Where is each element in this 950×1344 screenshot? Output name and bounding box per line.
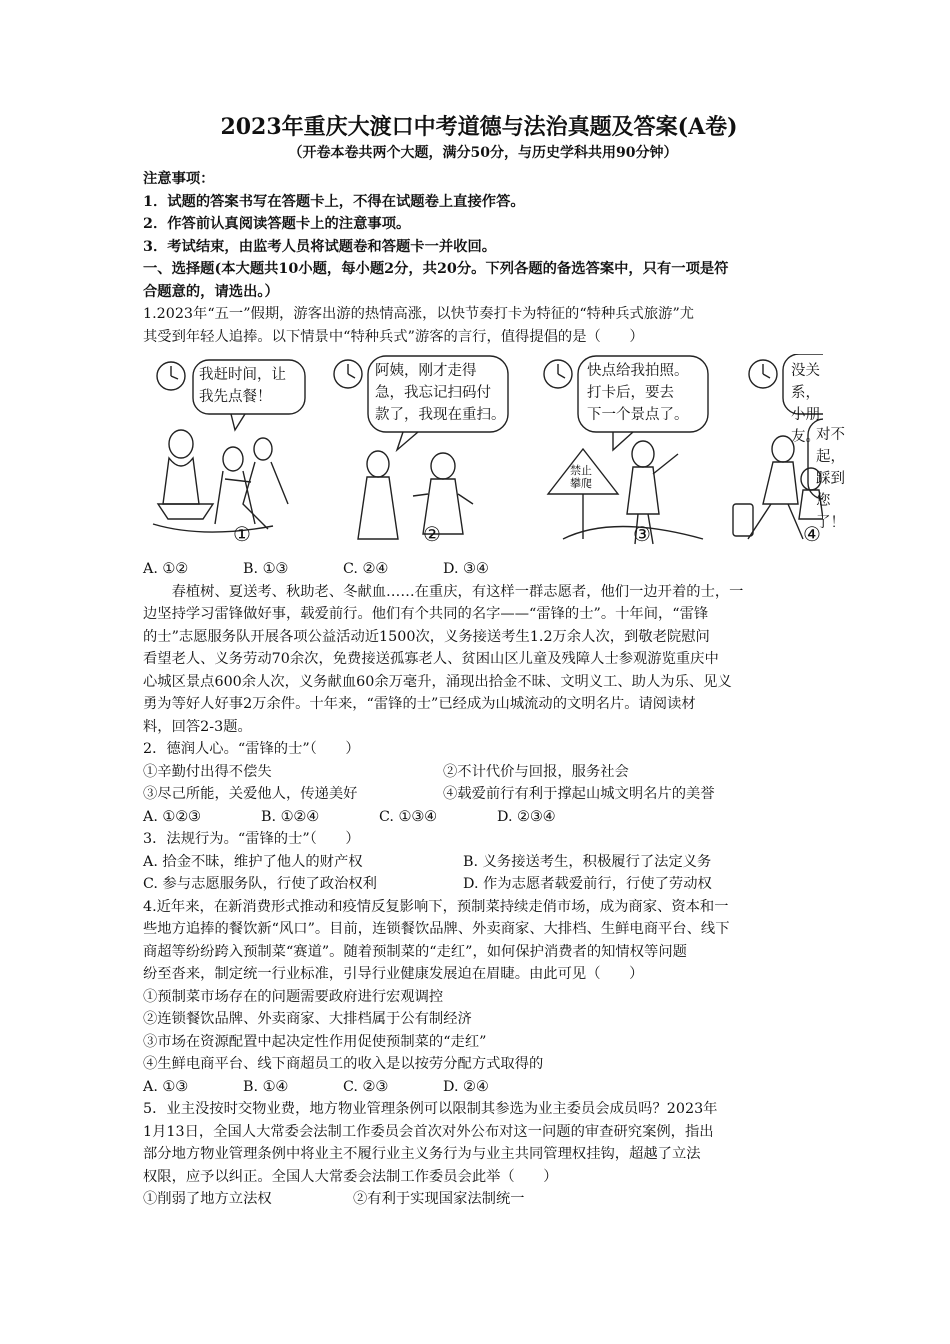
question-3-options (143, 873, 823, 896)
question-4-stem: 4.近年来，在新消费形式推动和疫情反复影响下，预制菜持续走俏市场，成为商家、资本和一 (143, 898, 729, 915)
clock-icon (157, 362, 185, 390)
question-5-stem: 5．业主没按时交物业费，地方物业管理条例可以限制其参选为业主委员会成员吗？2023年 (143, 1101, 718, 1117)
question-1-stem-cont: 其受到年轻人追捧。以下情景中“特种兵式”游客的言行，值得提倡的是（ ） (143, 328, 644, 345)
material-line: 春植树、夏送考、秋助老、冬献血……在重庆，有这样一群志愿者，他们一边开着的士，一 (171, 583, 744, 600)
question-5-statements (143, 1188, 823, 1211)
notice-item: 2．作答前认真阅读答题卡上的注意事项。 (143, 216, 411, 232)
option-d: D. 作为志愿者载爱前行，行使了劳动权 (463, 876, 712, 892)
question-5-stem: 权限，应予以纠正。全国人大常委会法制工作委员会此举（ ） (143, 1168, 558, 1185)
option-a: A. ①② (143, 561, 189, 577)
question-5-stem: 1月13日，全国人大常委会法制工作委员会首次对外公布对这一问题的审查研究案例，指出 (143, 1123, 714, 1140)
option-d: D. ②③④ (497, 808, 556, 825)
option-a: A. ①②③ (143, 808, 201, 825)
exam-title: 2023年重庆大渡口中考道德与法治真题及答案(A卷) (220, 114, 738, 140)
speech-bubble-1: 我赶时间，让 我先点餐！ (199, 367, 286, 405)
statement-2: ②有利于实现国家法制统一 (353, 1191, 525, 1207)
question-3-options (143, 851, 823, 874)
no-climbing-sign: 禁止 攀爬 (570, 464, 592, 490)
option-b: B. 义务接送考生，积极履行了法定义务 (463, 853, 712, 870)
statement-1: ①削弱了地方立法权 (143, 1191, 272, 1207)
question-1-options (143, 558, 823, 581)
option-b: B. ①③ (243, 561, 289, 577)
clock-icon (334, 360, 362, 388)
panel-label-1: ① (233, 522, 251, 546)
panel-label-4: ④ (803, 522, 821, 546)
notice-item: 3．考试结束，由监考人员将试题卷和答题卡一并收回。 (143, 238, 497, 255)
panel-label-2: ② (423, 522, 441, 546)
option-a: A. 拾金不昧，维护了他人的财产权 (143, 853, 363, 870)
question-2-options (143, 806, 823, 829)
statement-1: ①预制菜市场存在的问题需要政府进行宏观调控 (143, 988, 444, 1005)
speech-bubble-3: 快点给我拍照。 打卡后，要去 下一个景点了。 (587, 363, 689, 423)
notice-item: 1．试题的答案书写在答题卡上，不得在试题卷上直接作答。 (143, 193, 525, 210)
clock-icon (544, 360, 572, 388)
material-line: 心城区景点600余人次，义务献血60余万毫升，涌现出拾金不昧、文明义工、助人为乐、见义 (143, 673, 732, 690)
option-b: B. ①②④ (261, 808, 320, 825)
material-line: 看望老人、义务劳动70余次，免费接送孤寡老人、贫困山区儿童及残障人士参观游览重庆中 (143, 651, 719, 667)
statement-1: ①辛勤付出得不偿失 (143, 763, 272, 780)
option-d: D. ③④ (443, 561, 489, 577)
material-line: 料，回答2-3题。 (143, 718, 252, 735)
question-2-statements (143, 783, 823, 806)
section-heading: 一、选择题(本大题共10小题，每小题2分，共20分。下列各题的备选答案中，只有一项是符 (143, 261, 729, 277)
section-heading-cont: 合题意的，请选出。） (143, 283, 279, 300)
material-line: 的士”志愿服务队开展各项公益活动近1500次，义务接送考生1.2万余人次，到敬老院慰问 (143, 628, 710, 645)
exam-page (143, 112, 845, 1211)
clock-icon (749, 360, 777, 388)
question-1-cartoon (143, 354, 845, 554)
option-d: D. ②④ (443, 1078, 489, 1095)
question-1-stem: 1.2023年“五一”假期，游客出游的热情高涨，以快节奏打卡为特征的“特种兵式旅游”尤 (143, 306, 695, 322)
question-5-stem: 部分地方物业管理条例中将业主不履行业主义务行为与业主共同管理权挂钩，超越了立法 (143, 1146, 701, 1162)
exam-subtitle: （开卷本卷共两个大题，满分50分，与历史学科共用90分钟） (288, 145, 678, 161)
option-c: C. ②④ (343, 561, 389, 577)
statement-3: ③尽己所能，关爱他人，传递美好 (143, 786, 358, 802)
question-4-stem: 纷至沓来，制定统一行业标准，引导行业健康发展迫在眉睫。由此可见（ ） (143, 966, 644, 982)
speech-bubble-4b: 对不起， 踩到您 了！ (816, 427, 845, 531)
question-4-options (143, 1076, 823, 1099)
notice-heading: 注意事项： (143, 171, 215, 187)
statement-4: ④生鲜电商平台、线下商超员工的收入是以按劳分配方式取得的 (143, 1056, 544, 1072)
speech-bubble-2: 阿姨，刚才走得 急，我忘记扫码付 款了，我现在重扫。 (375, 363, 506, 423)
question-4-stem: 商超等纷纷跨入预制菜“赛道”。随着预制菜的“走红”，如何保护消费者的知情权等问题 (143, 943, 687, 960)
question-2-stem: 2．德润人心。“雷锋的士”（ ） (143, 741, 360, 757)
speech-bubble-4a: 没关系， 小朋友。 (791, 363, 820, 445)
panel-label-3: ③ (633, 522, 651, 546)
question-2-statements (143, 761, 823, 784)
question-4-stem: 些地方追捧的餐饮新“风口”。目前，连锁餐饮品牌、外卖商家、大排档、生鲜电商平台、线下 (143, 921, 730, 937)
option-c: C. ②③ (343, 1078, 389, 1095)
material-line: 勇为等好人好事2万余件。十年来，“雷锋的士”已经成为山城流动的文明名片。请阅读材 (143, 696, 696, 712)
material-line: 边坚持学习雷锋做好事，载爱前行。他们有个共同的名字——“雷锋的士”。十年间，“雷锋 (143, 606, 709, 622)
statement-2: ②连锁餐饮品牌、外卖商家、大排档属于公有制经济 (143, 1011, 472, 1027)
option-b: B. ①④ (243, 1078, 289, 1095)
question-3-stem: 3．法规行为。“雷锋的士”（ ） (143, 831, 360, 847)
option-a: A. ①③ (143, 1078, 189, 1095)
statement-3: ③市场在资源配置中起决定性作用促使预制菜的“走红” (143, 1033, 487, 1050)
statement-4: ④载爱前行有利于撑起山城文明名片的美誉 (443, 786, 715, 802)
option-c: C. ①③④ (379, 808, 437, 825)
statement-2: ②不计代价与回报，服务社会 (443, 763, 629, 780)
option-c: C. 参与志愿服务队，行使了政治权利 (143, 876, 377, 892)
